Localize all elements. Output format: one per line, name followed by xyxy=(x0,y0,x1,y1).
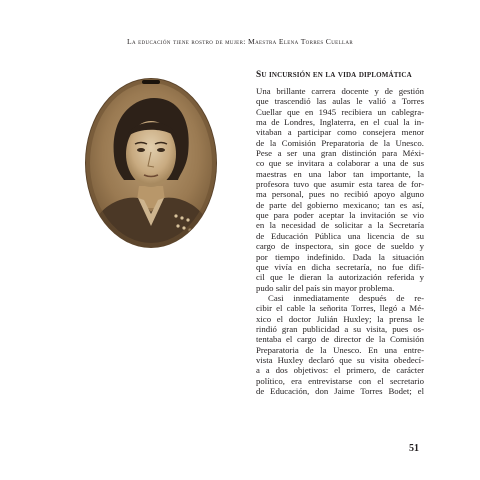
paragraph xyxy=(256,293,424,396)
text-line: en la necesidad de solicitar a la Secretaría xyxy=(256,220,424,231)
text-line: de Educación Pública una licencia de su xyxy=(256,230,424,241)
text-line: político, era entrevistarse con el secretario xyxy=(256,375,424,386)
text-line: cil que le dieran la autorización referida y xyxy=(256,272,424,283)
text-line: por tiempo indefinido. Dada la situación xyxy=(256,251,424,262)
text-line: que vivía en dicha secretaría, no fue difí- xyxy=(256,261,424,272)
text-line: Casi inmediatamente después de re- xyxy=(268,292,424,303)
text-line: rindió gran publicidad a su visita, pues os- xyxy=(256,323,424,334)
text-line: de parte del gobierno mexicano; tan es así, xyxy=(256,199,424,210)
text-line: pudo salir del país sin mayor problema. xyxy=(256,282,395,293)
portrait-photo-image xyxy=(84,76,218,248)
text-line: tentaba el cargo de director de la Comisión xyxy=(256,334,424,345)
text-line: Pese a ser una gran distinción para Méxi- xyxy=(256,148,424,159)
text-line: que para poder aceptar la invitación se vio xyxy=(256,210,424,221)
text-line: vitaban a participar como consejera menor xyxy=(256,127,424,138)
body-text xyxy=(256,86,424,396)
text-line: profesora tuvo que asumir esta tarea de for- xyxy=(256,179,424,190)
paragraph xyxy=(256,86,424,293)
text-line: xico el doctor Julián Huxley; la prensa le xyxy=(256,313,424,324)
text-line: vista Huxley declaró que su visita obedecí- xyxy=(256,354,424,365)
text-line: Preparatoria de la Unesco. En una entre- xyxy=(256,344,424,355)
text-line: a a dos objetivos: el primero, de carácter xyxy=(256,365,424,376)
text-line: Cuellar que en 1945 recibiera un cablegra- xyxy=(256,106,424,117)
portrait-photo xyxy=(84,76,218,248)
text-line: maestras en una labor tan importante, la xyxy=(256,168,424,179)
text-line: co que se invitara a colaborar a una de sus xyxy=(256,158,424,169)
text-line: que trascendió las aulas le valió a Torres xyxy=(256,96,424,107)
text-line: cargo de inspectora, sin goce de sueldo y xyxy=(256,241,424,252)
text-line: cibir el cable la señorita Torres, llegó a Mé- xyxy=(256,303,424,314)
text-line: de Educación, don Jaime Torres Bodet; el xyxy=(256,385,424,396)
page-number: 51 xyxy=(409,443,419,454)
text-line: de la Comisión Preparatoria de la Unesco. xyxy=(256,137,424,148)
section-title: Su incursión en la vida diplomática xyxy=(256,70,412,80)
text-line: ma de Londres, Inglaterra, en el cual la in- xyxy=(256,117,424,128)
text-line: Una brillante carrera docente y de gestión xyxy=(256,86,424,96)
running-header: La educación tiene rostro de mujer: Maestra Elena Torres Cuellar xyxy=(126,37,354,46)
text-line: ma personal, pues no recibió apoyo alguno xyxy=(256,189,424,200)
